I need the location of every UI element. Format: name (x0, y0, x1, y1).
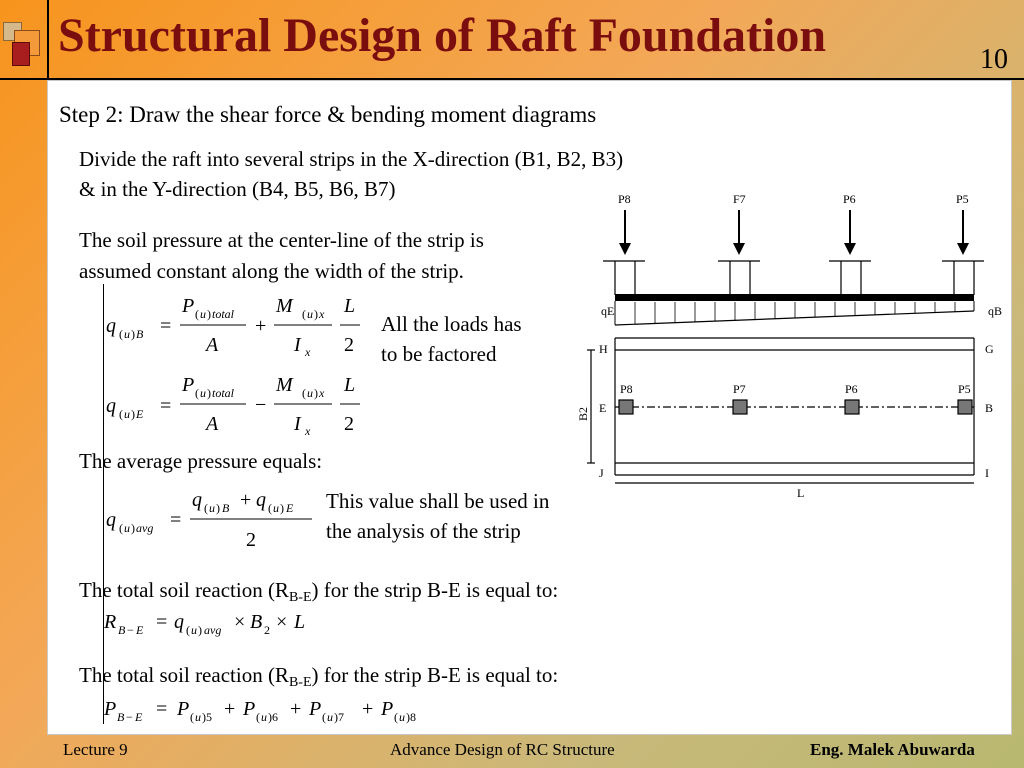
footer-lecture: Lecture 9 (63, 740, 128, 759)
svg-text:+: + (362, 698, 374, 720)
svg-text:u: u (124, 327, 130, 341)
svg-text:×: × (276, 611, 288, 633)
formula-q-b (100, 288, 370, 358)
corner-label-j: J (599, 466, 604, 480)
svg-text:)7: )7 (334, 710, 344, 724)
svg-text:u: u (200, 307, 206, 321)
svg-text:P: P (182, 374, 195, 396)
svg-text:(: ( (186, 623, 190, 637)
svg-text:(: ( (119, 521, 123, 535)
svg-text:): ) (314, 307, 318, 321)
svg-text:q: q (174, 611, 184, 633)
footer-author: Eng. Malek Abuwarda (810, 740, 975, 759)
svg-text:q: q (106, 395, 116, 417)
svg-text:(: ( (195, 386, 199, 400)
corner-label-i: I (985, 466, 989, 480)
load-label-p8: P8 (618, 192, 631, 206)
svg-text:2: 2 (246, 529, 256, 551)
svg-text:+: + (224, 698, 236, 720)
svg-text:+: + (255, 315, 267, 337)
svg-text:−: − (127, 623, 134, 637)
total-reaction-suffix-2: ) for the strip B-E is equal to: (311, 663, 559, 687)
strip-diagram (575, 185, 1010, 505)
svg-text:E: E (135, 710, 143, 724)
svg-text:B: B (136, 327, 144, 341)
formula-p-be (100, 690, 440, 730)
svg-text:)8: )8 (406, 710, 416, 724)
svg-text:2: 2 (344, 413, 354, 435)
svg-text:M: M (276, 374, 293, 396)
svg-text:E: E (286, 501, 294, 515)
svg-text:x: x (319, 386, 325, 400)
svg-text:E: E (136, 623, 144, 637)
page-number: 10 (980, 44, 1008, 75)
svg-text:P: P (104, 698, 117, 720)
svg-text:(: ( (268, 501, 272, 515)
svg-text:P: P (243, 698, 256, 720)
svg-text:x: x (319, 307, 325, 321)
svg-text:E: E (136, 407, 144, 421)
total-reaction-prefix: The total soil reaction (R (79, 578, 289, 602)
svg-text:=: = (160, 315, 172, 337)
svg-text:−: − (255, 394, 267, 416)
soil-text-line2: assumed constant along the width of the strip. (79, 259, 464, 283)
svg-text:(: ( (195, 307, 199, 321)
slide-title: Structural Design of Raft Foundation (58, 9, 827, 62)
loads-note-line2: to be factored (381, 342, 497, 366)
pressure-label-qe: qE (601, 304, 615, 318)
svg-text:B: B (117, 710, 125, 724)
svg-text:2: 2 (344, 334, 354, 356)
svg-text:B: B (250, 611, 263, 633)
svg-text:(: ( (322, 710, 326, 724)
svg-text:q: q (192, 489, 202, 511)
divide-text-line2: & in the Y-direction (B4, B5, B6, B7) (79, 177, 396, 201)
formula-q-avg (100, 482, 325, 554)
svg-text:total: total (212, 307, 235, 321)
svg-text:B: B (222, 501, 230, 515)
title-divider-vertical (47, 0, 49, 80)
soil-text-line1: The soil pressure at the center-line of the strip is (79, 228, 484, 252)
svg-text:u: u (261, 710, 267, 724)
length-label-l: L (797, 486, 805, 500)
svg-text:(: ( (256, 710, 260, 724)
svg-text:): ) (314, 386, 318, 400)
svg-text:B: B (118, 623, 126, 637)
svg-text:u: u (124, 407, 130, 421)
svg-text:u: u (307, 307, 313, 321)
width-label-b2: B2 (576, 406, 590, 421)
load-label-p6: P6 (843, 192, 856, 206)
avg-note-line2: the analysis of the strip (326, 519, 521, 543)
svg-text:=: = (156, 698, 168, 720)
corner-label-h: H (599, 342, 608, 356)
svg-text:=: = (160, 395, 172, 417)
formula-r-be (100, 603, 340, 643)
svg-text:): ) (207, 386, 211, 400)
svg-text:I: I (294, 413, 301, 435)
svg-text:(: ( (394, 710, 398, 724)
svg-text:): ) (198, 623, 202, 637)
corner-label-g: G (985, 342, 994, 356)
svg-text:)5: )5 (202, 710, 212, 724)
svg-text:P: P (177, 698, 190, 720)
svg-text:avg: avg (204, 623, 222, 637)
svg-text:u: u (191, 623, 197, 637)
svg-text:u: u (399, 710, 405, 724)
avg-pressure-heading: The average pressure equals: (79, 449, 323, 473)
svg-text:q: q (106, 315, 116, 337)
total-reaction-sub: B-E (288, 590, 312, 605)
svg-text:x: x (305, 424, 311, 438)
svg-text:I: I (294, 334, 301, 356)
svg-text:P: P (309, 698, 322, 720)
svg-text:(: ( (302, 386, 306, 400)
logo-square-red (12, 42, 30, 66)
pressure-label-qb: qB (988, 304, 1003, 318)
svg-text:+: + (240, 489, 252, 511)
footer-course: Advance Design of RC Structure (390, 740, 615, 759)
svg-text:u: u (327, 710, 333, 724)
svg-text:A: A (206, 334, 219, 356)
svg-text:q: q (256, 489, 266, 511)
load-label-f7: F7 (733, 192, 746, 206)
svg-text:total: total (212, 386, 235, 400)
formula-q-e (100, 367, 370, 439)
svg-text:): ) (216, 501, 220, 515)
svg-text:): ) (207, 307, 211, 321)
svg-text:=: = (156, 611, 168, 633)
corner-label-b: B (985, 401, 994, 415)
total-reaction-sub-2: B-E (288, 675, 312, 690)
svg-text:u: u (209, 501, 215, 515)
svg-text:×: × (234, 611, 246, 633)
svg-text:=: = (170, 509, 182, 531)
svg-text:−: − (126, 710, 133, 724)
svg-text:P: P (381, 698, 394, 720)
svg-text:avg: avg (136, 521, 154, 535)
svg-text:L: L (344, 295, 356, 317)
svg-text:2: 2 (264, 623, 270, 637)
svg-text:L: L (294, 611, 306, 633)
corner-label-e: E (599, 401, 607, 415)
svg-text:+: + (290, 698, 302, 720)
svg-text:u: u (307, 386, 313, 400)
svg-text:(: ( (302, 307, 306, 321)
load-label-p5: P5 (956, 192, 969, 206)
svg-text:(: ( (119, 407, 123, 421)
total-reaction-text-2 (79, 660, 558, 693)
svg-text:q: q (106, 509, 116, 531)
svg-text:M: M (276, 295, 293, 317)
svg-text:R: R (104, 611, 117, 633)
svg-text:): ) (280, 501, 284, 515)
plan-label-p7: P7 (733, 382, 746, 396)
svg-text:)6: )6 (268, 710, 278, 724)
plan-label-p6: P6 (845, 382, 858, 396)
avg-note-line1: This value shall be used in (326, 489, 550, 513)
svg-text:(: ( (119, 327, 123, 341)
svg-text:P: P (182, 295, 195, 317)
loads-note-line1: All the loads has (381, 312, 522, 336)
total-reaction-suffix: ) for the strip B-E is equal to: (311, 578, 559, 602)
svg-text:x: x (305, 345, 311, 358)
svg-text:u: u (124, 521, 130, 535)
svg-text:u: u (273, 501, 279, 515)
svg-text:): ) (131, 407, 135, 421)
svg-text:A: A (206, 413, 219, 435)
svg-text:(: ( (190, 710, 194, 724)
step-heading: Step 2: Draw the shear force & bending moment diagrams (59, 102, 597, 127)
divide-text-line1: Divide the raft into several strips in the X-direction (B1, B2, B3) (79, 147, 624, 171)
svg-text:u: u (195, 710, 201, 724)
svg-text:(: ( (204, 501, 208, 515)
svg-text:L: L (344, 374, 356, 396)
plan-label-p8: P8 (620, 382, 633, 396)
svg-text:): ) (131, 521, 135, 535)
svg-text:): ) (131, 327, 135, 341)
plan-label-p5: P5 (958, 382, 971, 396)
total-reaction-prefix-2: The total soil reaction (R (79, 663, 289, 687)
svg-text:u: u (200, 386, 206, 400)
